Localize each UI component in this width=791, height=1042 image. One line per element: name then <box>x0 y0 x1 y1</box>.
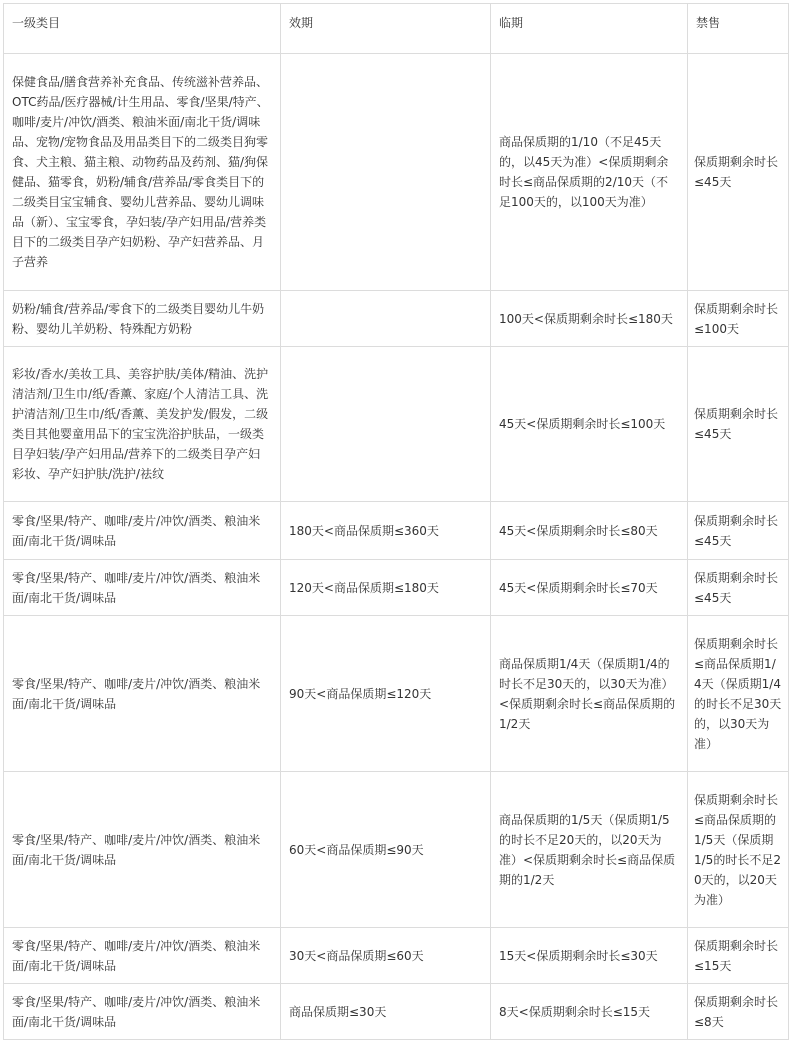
shelf-life-cell: 90天<商品保质期≤120天 <box>281 616 491 772</box>
shelf-life-cell <box>281 347 491 502</box>
category-cell: 零食/坚果/特产、咖啡/麦片/冲饮/酒类、粮油米面/南北干货/调味品 <box>4 560 281 616</box>
banned-cell: 保质期剩余时长≤45天 <box>688 347 789 502</box>
shelf-life-cell: 30天<商品保质期≤60天 <box>281 928 491 984</box>
near-expiry-cell: 8天<保质期剩余时长≤15天 <box>491 984 688 1040</box>
banned-cell: 保质期剩余时长≤8天 <box>688 984 789 1040</box>
near-expiry-cell: 商品保质期的1/10（不足45天的，以45天为准）<保质期剩余时长≤商品保质期的2/10天（不足100天的，以100天为准） <box>491 54 688 291</box>
table-row <box>4 347 789 502</box>
banned-cell: 保质期剩余时长≤45天 <box>688 502 789 560</box>
near-expiry-cell: 45天<保质期剩余时长≤70天 <box>491 560 688 616</box>
near-expiry-cell: 45天<保质期剩余时长≤100天 <box>491 347 688 502</box>
near-expiry-cell: 15天<保质期剩余时长≤30天 <box>491 928 688 984</box>
category-cell: 零食/坚果/特产、咖啡/麦片/冲饮/酒类、粮油米面/南北干货/调味品 <box>4 616 281 772</box>
banned-cell: 保质期剩余时长≤100天 <box>688 291 789 347</box>
banned-cell: 保质期剩余时长≤商品保质期1/4天（保质期1/4的时长不足30天的，以30天为准） <box>688 616 789 772</box>
near-expiry-cell: 100天<保质期剩余时长≤180天 <box>491 291 688 347</box>
banned-cell: 保质期剩余时长≤45天 <box>688 54 789 291</box>
category-cell: 奶粉/辅食/营养品/零食下的二级类目婴幼儿牛奶粉、婴幼儿羊奶粉、特殊配方奶粉 <box>4 291 281 347</box>
table-row <box>4 560 789 616</box>
shelf-life-cell <box>281 54 491 291</box>
header-banned: 禁售 <box>688 4 789 54</box>
table-row <box>4 984 789 1040</box>
header-near-expiry: 临期 <box>491 4 688 54</box>
category-cell: 零食/坚果/特产、咖啡/麦片/冲饮/酒类、粮油米面/南北干货/调味品 <box>4 502 281 560</box>
shelf-life-cell: 60天<商品保质期≤90天 <box>281 772 491 928</box>
table-row <box>4 772 789 928</box>
banned-cell: 保质期剩余时长≤商品保质期的1/5天（保质期1/5的时长不足20天的，以20天为准） <box>688 772 789 928</box>
header-category: 一级类目 <box>4 4 281 54</box>
shelf-life-cell: 商品保质期≤30天 <box>281 984 491 1040</box>
banned-cell: 保质期剩余时长≤45天 <box>688 560 789 616</box>
category-cell: 保健食品/膳食营养补充食品、传统滋补营养品、OTC药品/医疗器械/计生用品、零食/坚果/特产、咖啡/麦片/冲饮/酒类、粮油米面/南北干货/调味品、宠物/宠物食品及用品类目下的二级类目狗零食、犬主粮、猫主粮、动物药品及药剂、猫/狗保健品、猫零食，奶粉/辅食/营养品/零食类目下的二级类目宝宝辅食、婴幼儿营养品、婴幼儿调味品（新）、宝宝零食，孕妇装/孕产妇用品/营养类目下的二级类目孕产妇奶粉、孕产妇营养品、月子营养 <box>4 54 281 291</box>
shelf-life-cell: 120天<商品保质期≤180天 <box>281 560 491 616</box>
table-row <box>4 502 789 560</box>
category-cell: 零食/坚果/特产、咖啡/麦片/冲饮/酒类、粮油米面/南北干货/调味品 <box>4 772 281 928</box>
near-expiry-cell: 商品保质期1/4天（保质期1/4的时长不足30天的，以30天为准）<保质期剩余时长≤商品保质期的1/2天 <box>491 616 688 772</box>
header-row <box>4 4 789 54</box>
category-cell: 零食/坚果/特产、咖啡/麦片/冲饮/酒类、粮油米面/南北干货/调味品 <box>4 928 281 984</box>
header-shelf-life: 效期 <box>281 4 491 54</box>
shelf-life-table <box>3 3 789 1040</box>
table-row <box>4 54 789 291</box>
category-cell: 零食/坚果/特产、咖啡/麦片/冲饮/酒类、粮油米面/南北干货/调味品 <box>4 984 281 1040</box>
table-body <box>4 54 789 1040</box>
table-header <box>4 4 789 54</box>
near-expiry-cell: 商品保质期的1/5天（保质期1/5的时长不足20天的，以20天为准）<保质期剩余时长≤商品保质期的1/2天 <box>491 772 688 928</box>
shelf-life-cell <box>281 291 491 347</box>
table-row <box>4 616 789 772</box>
banned-cell: 保质期剩余时长≤15天 <box>688 928 789 984</box>
shelf-life-cell: 180天<商品保质期≤360天 <box>281 502 491 560</box>
category-cell: 彩妆/香水/美妆工具、美容护肤/美体/精油、洗护清洁剂/卫生巾/纸/香薰、家庭/个人清洁工具、洗护清洁剂/卫生巾/纸/香薰、美发护发/假发，二级类目其他婴童用品下的宝宝洗浴护肤品，一级类目孕妇装/孕产妇用品/营养下的二级类目孕产妇彩妆、孕产妇护肤/洗护/祛纹 <box>4 347 281 502</box>
near-expiry-cell: 45天<保质期剩余时长≤80天 <box>491 502 688 560</box>
table-row <box>4 928 789 984</box>
table-row <box>4 291 789 347</box>
